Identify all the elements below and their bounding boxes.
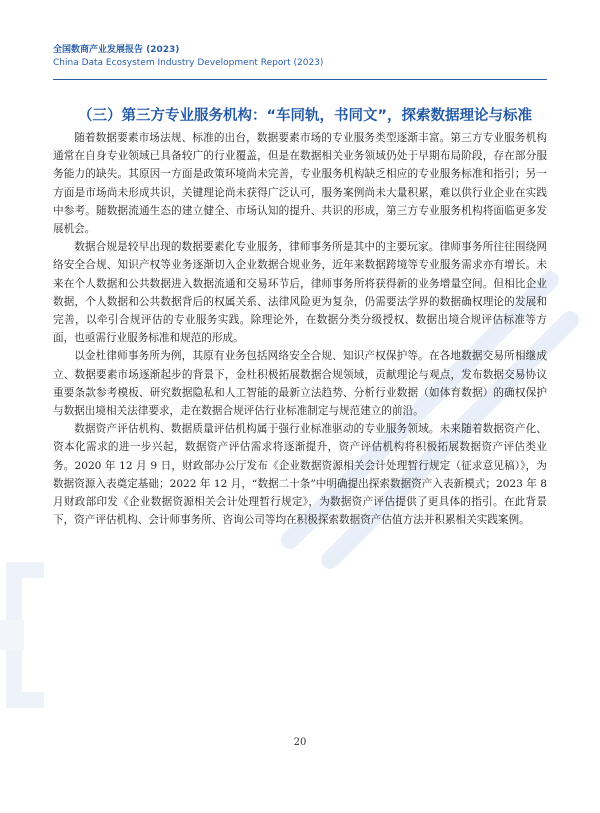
logo-mark-icon — [0, 560, 64, 710]
section-title: （三）第三方专业服务机构：“车同轨，书同文”，探索数据理论与标准 — [78, 108, 533, 124]
paragraph-4: 数据资产评估机构、数据质量评估机构属于强行业标准驱动的专业服务领域。未来随着数据资产化、资本化需求的进一步兴起，数据资产评估需求将逐渐提升，资产评估机构将积极拓展数据资产评估类业务。2020 年 12 月 9 日，财政部办公厅发布《企业数据资源相关会计处理暂行规定（征求意见稿）》，为数据资源入表奠定基础；2022 年 12 月，“数据二十条”中明确提出探索数据资产入表新模式；2023 年 8 月财政部印发《企业数据资源相关会计处理暂行规定》，为数据资产评估提供了更具体的指引。在此背景下，资产评估机构、会计师事务所、咨询公司等均在积极探索数据资产估值方法并积累相关实践案例。 — [53, 423, 547, 527]
page-number: 20 — [293, 737, 307, 748]
report-title-en: China Data Ecosystem Industry Development Report (2023) — [53, 58, 324, 68]
header-divider — [53, 79, 547, 80]
running-header — [53, 44, 553, 70]
report-title-zh: 全国数商产业发展报告 (2023) — [53, 45, 180, 55]
body-text — [53, 129, 547, 529]
paragraph-2: 数据合规是较早出现的数据要素化专业服务，律师事务所是其中的主要玩家。律师事务所往往围绕网络安全合规、知识产权等业务逐渐切入企业数据合规业务，近年来数据跨境等专业服务需求亦有增长。未来在个人数据和公共数据进入数据流通和交易环节后，律师事务所将获得新的业务增量空间。但相比企业数据，个人数据和公共数据背后的权属关系、法律风险更为复杂，仍需要法学界的数据确权理论的发展和完善，以牵引合规评估的专业服务实践。除理论外，在数据分类分级授权、数据出境合规评估标准等方面，也亟需行业服务标准和规范的形成。 — [53, 241, 547, 345]
paragraph-3: 以金杜律师事务所为例，其原有业务包括网络安全合规、知识产权保护等。在各地数据交易所相继成立、数据要素市场逐渐起步的背景下，金杜积极拓展数据合规领域，贡献理论与观点，发布数据交易协议重要条款参考模板、研究数据隐私和人工智能的最新立法趋势、分析行业数据（如体育数据）的确权保护与数据出境相关法律要求，走在数据合规评估行业标准制定与规范建立的前沿。 — [53, 350, 547, 418]
paragraph-1: 随着数据要素市场法规、标准的出台，数据要素市场的专业服务类型逐渐丰富。第三方专业服务机构通常在自身专业领域已具备较广的行业覆盖，但是在数据相关业务领域仍处于早期布局阶段，存在部分服务能力的缺失。其原因一方面是政策环境尚未完善，专业服务机构缺乏相应的专业服务标准和指引；另一方面是市场尚未形成共识，关键理论尚未获得广泛认可，服务案例尚未大量积累，难以供行业企业在实践中参考。随数据流通生态的建立健全、市场认知的提升、共识的形成，第三方专业服务机构将面临更多发展机会。 — [53, 132, 547, 236]
